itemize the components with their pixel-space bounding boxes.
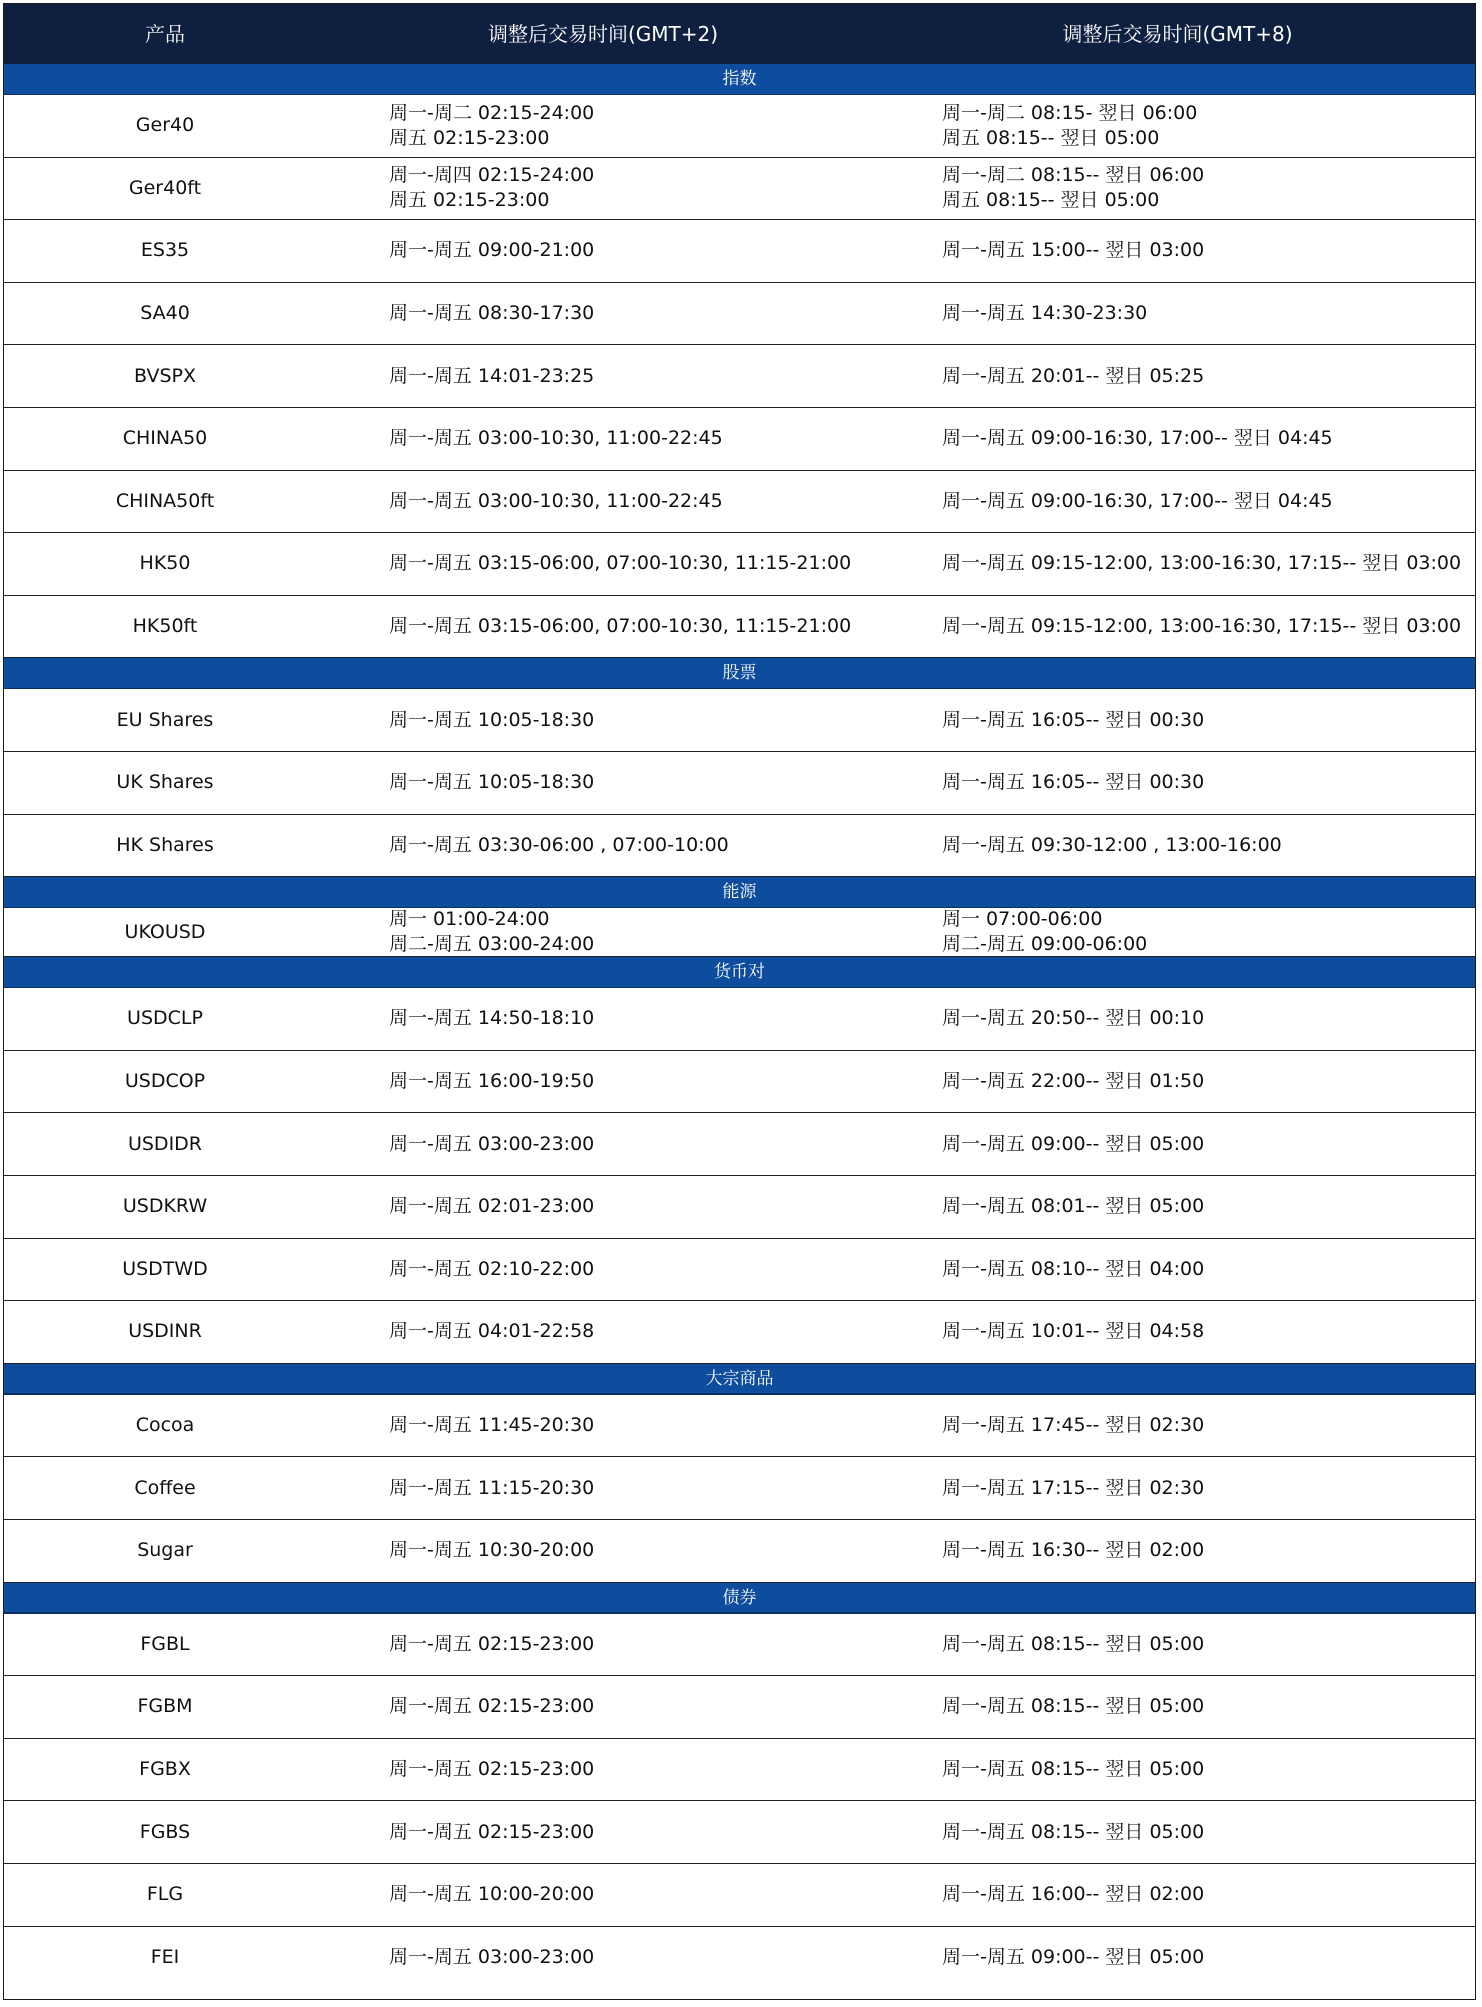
gmt8-time-line: 周一-周五 09:15-12:00, 13:00-16:30, 17:15-- 翌日 03:00 <box>942 615 1462 638</box>
gmt8-time-line: 周五 08:15-- 翌日 05:00 <box>942 189 1160 212</box>
table-row <box>4 1614 1475 1677</box>
gmt8-time-line: 周一-周五 09:00-16:30, 17:00-- 翌日 04:45 <box>942 489 1333 512</box>
gmt8-cell <box>942 408 1475 470</box>
gmt2-time-line: 周一 01:00-24:00 <box>389 908 550 931</box>
gmt8-time-line: 周一-周五 20:01-- 翌日 05:25 <box>942 364 1205 387</box>
product-cell <box>4 908 326 956</box>
gmt8-time-line: 周一 07:00-06:00 <box>942 908 1103 931</box>
gmt2-cell <box>389 283 929 345</box>
gmt8-time-line: 周一-周五 09:15-12:00, 13:00-16:30, 17:15-- 翌日 03:00 <box>942 552 1462 575</box>
gmt2-time-line: 周一-周五 16:00-19:50 <box>389 1070 595 1093</box>
product-name: FGBM <box>137 1695 193 1718</box>
gmt8-time-line: 周五 08:15-- 翌日 05:00 <box>942 126 1160 149</box>
gmt8-cell <box>942 283 1475 345</box>
gmt2-cell <box>389 908 929 956</box>
gmt2-cell <box>389 1520 929 1582</box>
product-cell <box>4 1457 326 1519</box>
product-name: FLG <box>146 1883 184 1906</box>
product-cell <box>4 345 326 407</box>
table-row <box>4 752 1475 815</box>
table-row <box>4 95 1475 158</box>
section-header: 货币对 <box>4 957 1475 988</box>
product-cell <box>4 533 326 595</box>
gmt8-time-line: 周一-周二 08:15-- 翌日 06:00 <box>942 164 1205 187</box>
gmt2-time-line: 周一-周五 02:15-23:00 <box>389 1758 595 1781</box>
gmt2-cell <box>389 220 929 282</box>
gmt8-cell <box>942 1239 1475 1301</box>
table-row <box>4 533 1475 596</box>
gmt2-cell <box>389 1457 929 1519</box>
table-row <box>4 1457 1475 1520</box>
gmt2-cell <box>389 1113 929 1175</box>
table-row <box>4 1395 1475 1458</box>
product-cell <box>4 1614 326 1676</box>
product-name: BVSPX <box>134 364 196 387</box>
product-name: FGBS <box>139 1820 191 1843</box>
gmt8-cell <box>942 1520 1475 1582</box>
gmt2-cell <box>389 345 929 407</box>
gmt8-time-line: 周一-周五 09:00-- 翌日 05:00 <box>942 1132 1205 1155</box>
product-cell <box>4 1864 326 1926</box>
gmt2-time-line: 周一-周五 03:15-06:00, 07:00-10:30, 11:15-21:00 <box>389 552 852 575</box>
product-cell <box>4 220 326 282</box>
gmt8-cell <box>942 471 1475 533</box>
gmt8-cell <box>942 1301 1475 1363</box>
product-cell <box>4 1113 326 1175</box>
gmt2-time-line: 周一-周五 03:15-06:00, 07:00-10:30, 11:15-21:00 <box>389 615 852 638</box>
gmt2-time-line: 周五 02:15-23:00 <box>389 189 550 212</box>
gmt2-time-line: 周一-周五 11:15-20:30 <box>389 1476 595 1499</box>
table-row <box>4 1239 1475 1302</box>
table-row <box>4 815 1475 878</box>
gmt8-cell <box>942 596 1475 658</box>
table-row <box>4 408 1475 471</box>
gmt8-time-line: 周一-周五 17:15-- 翌日 02:30 <box>942 1476 1205 1499</box>
product-cell <box>4 596 326 658</box>
product-name: USDCLP <box>127 1007 203 1030</box>
table-row <box>4 1739 1475 1802</box>
product-cell <box>4 158 326 220</box>
gmt8-time-line: 周一-周五 08:15-- 翌日 05:00 <box>942 1632 1205 1655</box>
gmt2-time-line: 周一-周五 10:05-18:30 <box>389 708 595 731</box>
gmt2-time-line: 周一-周五 03:30-06:00 , 07:00-10:00 <box>389 833 729 856</box>
product-name: USDINR <box>128 1320 202 1343</box>
product-name: USDCOP <box>124 1070 206 1093</box>
gmt2-cell <box>389 1739 929 1801</box>
section-header: 股票 <box>4 658 1475 689</box>
product-cell <box>4 1739 326 1801</box>
gmt2-cell <box>389 596 929 658</box>
table-row <box>4 596 1475 659</box>
header-gmt8: 调整后交易时间(GMT+8) <box>1062 22 1293 46</box>
table-row <box>4 1864 1475 1927</box>
gmt8-time-line: 周一-周五 22:00-- 翌日 01:50 <box>942 1070 1205 1093</box>
gmt2-time-line: 周一-周五 09:00-21:00 <box>389 239 595 262</box>
gmt8-cell <box>942 988 1475 1050</box>
gmt8-cell <box>942 1801 1475 1863</box>
gmt2-cell <box>389 1176 929 1238</box>
gmt8-time-line: 周一-周五 08:01-- 翌日 05:00 <box>942 1195 1205 1218</box>
gmt8-time-line: 周一-周五 20:50-- 翌日 00:10 <box>942 1007 1205 1030</box>
gmt2-time-line: 周一-周五 14:50-18:10 <box>389 1007 595 1030</box>
product-cell <box>4 471 326 533</box>
gmt8-time-line: 周一-周五 08:15-- 翌日 05:00 <box>942 1695 1205 1718</box>
product-name: USDTWD <box>122 1257 208 1280</box>
product-cell <box>4 1520 326 1582</box>
table-row <box>4 1520 1475 1583</box>
product-cell <box>4 1927 326 1990</box>
gmt8-time-line: 周一-周五 10:01-- 翌日 04:58 <box>942 1320 1205 1343</box>
table-row <box>4 908 1475 957</box>
table-row <box>4 988 1475 1051</box>
gmt8-cell <box>942 908 1475 956</box>
gmt8-cell <box>942 1176 1475 1238</box>
gmt8-time-line: 周一-周五 16:30-- 翌日 02:00 <box>942 1539 1205 1562</box>
table-row <box>4 1176 1475 1239</box>
gmt2-time-line: 周一-周五 02:15-23:00 <box>389 1695 595 1718</box>
gmt2-cell <box>389 95 929 157</box>
gmt2-cell <box>389 752 929 814</box>
trading-hours-table <box>3 3 1476 2000</box>
section-header: 债券 <box>4 1583 1475 1614</box>
gmt2-time-line: 周一-周五 02:15-23:00 <box>389 1632 595 1655</box>
gmt2-cell <box>389 1864 929 1926</box>
header-product: 产品 <box>145 22 185 46</box>
product-cell <box>4 95 326 157</box>
product-cell <box>4 1395 326 1457</box>
gmt2-cell <box>389 471 929 533</box>
gmt2-time-line: 周一-周五 02:10-22:00 <box>389 1257 595 1280</box>
table-row <box>4 1676 1475 1739</box>
gmt8-time-line: 周一-周五 16:05-- 翌日 00:30 <box>942 771 1205 794</box>
table-row <box>4 1927 1475 1990</box>
product-cell <box>4 1051 326 1113</box>
gmt2-cell <box>389 815 929 877</box>
gmt2-cell <box>389 1614 929 1676</box>
product-cell <box>4 815 326 877</box>
gmt8-time-line: 周一-周五 16:00-- 翌日 02:00 <box>942 1883 1205 1906</box>
gmt8-time-line: 周一-周五 08:15-- 翌日 05:00 <box>942 1758 1205 1781</box>
gmt8-cell <box>942 345 1475 407</box>
gmt8-time-line: 周一-周五 15:00-- 翌日 03:00 <box>942 239 1205 262</box>
gmt8-time-line: 周一-周五 17:45-- 翌日 02:30 <box>942 1414 1205 1437</box>
gmt8-cell <box>942 1676 1475 1738</box>
gmt8-cell <box>942 815 1475 877</box>
gmt2-time-line: 周一-周五 10:30-20:00 <box>389 1539 595 1562</box>
product-cell <box>4 283 326 345</box>
gmt8-cell <box>942 158 1475 220</box>
product-name: UKOUSD <box>124 920 206 943</box>
product-name: Ger40 <box>135 114 195 137</box>
gmt8-time-line: 周一-周二 08:15- 翌日 06:00 <box>942 101 1198 124</box>
product-name: HK50 <box>139 552 191 575</box>
product-cell <box>4 408 326 470</box>
gmt8-time-line: 周一-周五 08:10-- 翌日 04:00 <box>942 1257 1205 1280</box>
gmt2-cell <box>389 689 929 751</box>
product-cell <box>4 752 326 814</box>
gmt2-cell <box>389 1051 929 1113</box>
table-row <box>4 1113 1475 1176</box>
product-name: Cocoa <box>135 1414 195 1437</box>
table-row <box>4 1051 1475 1114</box>
gmt8-cell <box>942 1927 1475 1990</box>
product-cell <box>4 988 326 1050</box>
product-name: FEI <box>150 1946 180 1969</box>
gmt2-cell <box>389 158 929 220</box>
gmt2-time-line: 周五 02:15-23:00 <box>389 126 550 149</box>
product-cell <box>4 1676 326 1738</box>
gmt2-time-line: 周一-周五 08:30-17:30 <box>389 302 595 325</box>
gmt8-cell <box>942 1113 1475 1175</box>
product-name: Sugar <box>137 1539 193 1562</box>
product-name: Ger40ft <box>128 176 202 199</box>
gmt8-cell <box>942 1395 1475 1457</box>
product-name: FGBX <box>139 1758 191 1781</box>
product-cell <box>4 1176 326 1238</box>
product-cell <box>4 1801 326 1863</box>
gmt2-time-line: 周一-周五 14:01-23:25 <box>389 364 595 387</box>
gmt2-time-line: 周一-周四 02:15-24:00 <box>389 164 595 187</box>
gmt2-cell <box>389 533 929 595</box>
gmt8-cell <box>942 1614 1475 1676</box>
product-name: CHINA50 <box>122 427 208 450</box>
product-name: EU Shares <box>116 708 214 731</box>
table-row <box>4 471 1475 534</box>
gmt8-cell <box>942 220 1475 282</box>
gmt2-time-line: 周二-周五 03:00-24:00 <box>389 933 595 956</box>
table-row <box>4 283 1475 346</box>
gmt2-time-line: 周一-周五 03:00-10:30, 11:00-22:45 <box>389 489 723 512</box>
gmt2-time-line: 周一-周五 04:01-22:58 <box>389 1320 595 1343</box>
product-name: CHINA50ft <box>115 489 215 512</box>
gmt2-cell <box>389 1239 929 1301</box>
gmt2-cell <box>389 1927 929 1990</box>
gmt8-cell <box>942 752 1475 814</box>
gmt8-time-line: 周一-周五 09:00-16:30, 17:00-- 翌日 04:45 <box>942 427 1333 450</box>
gmt2-cell <box>389 408 929 470</box>
gmt2-cell <box>389 1801 929 1863</box>
table-row <box>4 689 1475 752</box>
product-cell <box>4 689 326 751</box>
gmt8-cell <box>942 95 1475 157</box>
product-name: Coffee <box>134 1476 196 1499</box>
product-cell <box>4 1239 326 1301</box>
gmt8-cell <box>942 1864 1475 1926</box>
header-gmt2: 调整后交易时间(GMT+2) <box>487 22 719 46</box>
table-header <box>4 4 1475 64</box>
table-row <box>4 220 1475 283</box>
gmt8-cell <box>942 1051 1475 1113</box>
gmt2-time-line: 周一-周五 02:01-23:00 <box>389 1195 595 1218</box>
gmt8-cell <box>942 1457 1475 1519</box>
product-name: SA40 <box>140 302 190 325</box>
gmt2-time-line: 周一-周五 11:45-20:30 <box>389 1414 595 1437</box>
gmt8-time-line: 周一-周五 09:30-12:00 , 13:00-16:00 <box>942 833 1282 856</box>
section-header: 能源 <box>4 877 1475 908</box>
gmt2-time-line: 周一-周五 03:00-23:00 <box>389 1132 595 1155</box>
gmt2-time-line: 周一-周五 02:15-23:00 <box>389 1820 595 1843</box>
table-row <box>4 1801 1475 1864</box>
product-name: HK Shares <box>116 833 214 856</box>
product-name: ES35 <box>140 239 190 262</box>
gmt2-time-line: 周一-周五 10:05-18:30 <box>389 771 595 794</box>
section-header: 指数 <box>4 64 1475 95</box>
product-name: HK50ft <box>132 615 198 638</box>
gmt2-time-line: 周一-周五 10:00-20:00 <box>389 1883 595 1906</box>
gmt8-cell <box>942 689 1475 751</box>
gmt8-time-line: 周二-周五 09:00-06:00 <box>942 933 1148 956</box>
product-name: UK Shares <box>116 771 214 794</box>
gmt8-time-line: 周一-周五 16:05-- 翌日 00:30 <box>942 708 1205 731</box>
section-header: 大宗商品 <box>4 1364 1475 1395</box>
gmt2-cell <box>389 1301 929 1363</box>
table-row <box>4 345 1475 408</box>
gmt8-cell <box>942 1739 1475 1801</box>
product-cell <box>4 1301 326 1363</box>
gmt2-time-line: 周一-周五 03:00-10:30, 11:00-22:45 <box>389 427 723 450</box>
gmt2-time-line: 周一-周二 02:15-24:00 <box>389 101 595 124</box>
gmt2-cell <box>389 1676 929 1738</box>
product-name: USDKRW <box>122 1195 208 1218</box>
product-name: USDIDR <box>127 1132 203 1155</box>
table-row <box>4 158 1475 221</box>
gmt8-time-line: 周一-周五 09:00-- 翌日 05:00 <box>942 1946 1205 1969</box>
gmt2-cell <box>389 1395 929 1457</box>
table-row <box>4 1301 1475 1364</box>
gmt8-time-line: 周一-周五 08:15-- 翌日 05:00 <box>942 1820 1205 1843</box>
gmt2-time-line: 周一-周五 03:00-23:00 <box>389 1946 595 1969</box>
gmt8-cell <box>942 533 1475 595</box>
gmt2-cell <box>389 988 929 1050</box>
product-name: FGBL <box>140 1632 190 1655</box>
gmt8-time-line: 周一-周五 14:30-23:30 <box>942 302 1148 325</box>
